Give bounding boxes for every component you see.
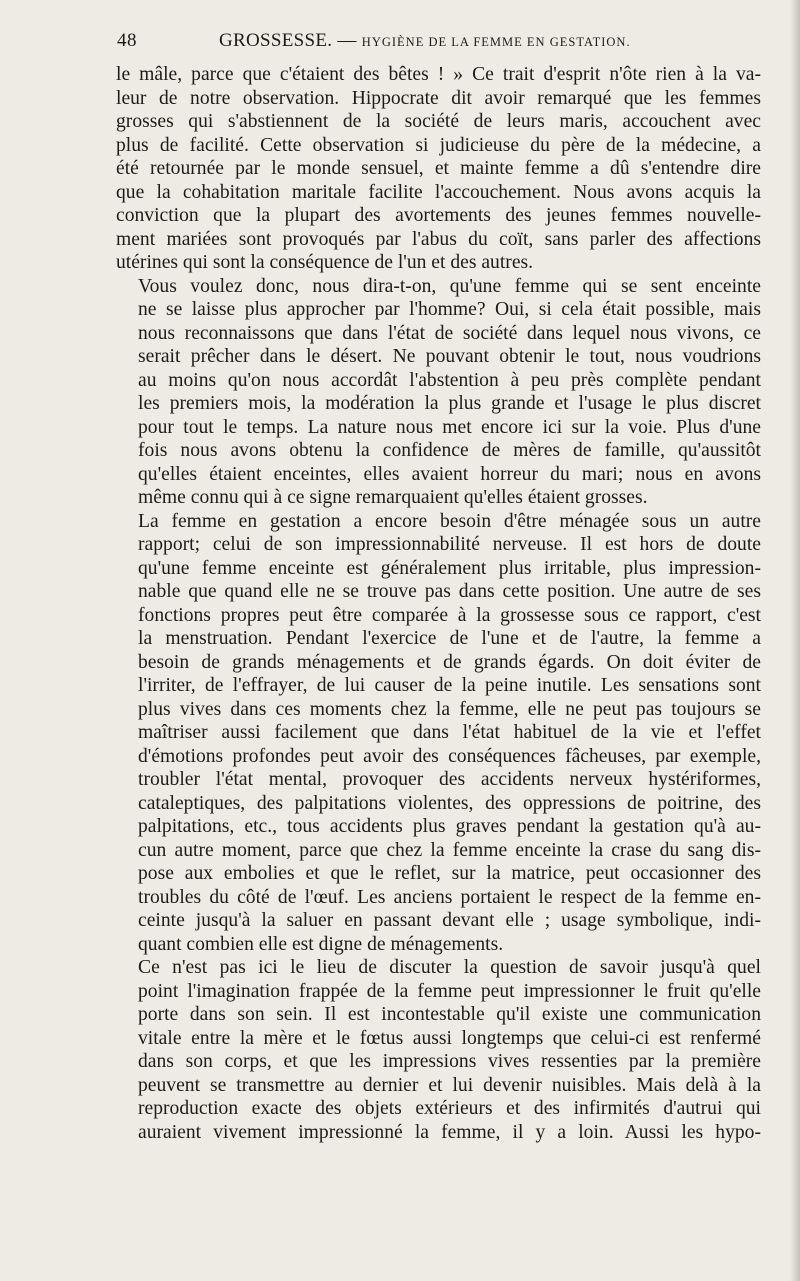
text-line: qu'elles étaient enceintes, elles avaient horreur du mari; nous en avons xyxy=(138,463,761,485)
text-line: Ce n'est pas ici le lieu de discuter la question de savoir jusqu'à quel xyxy=(138,957,761,978)
running-head-subtitle: HYGIÈNE DE LA FEMME EN GESTATION. xyxy=(361,35,631,49)
text-line: troubles du côté de l'œuf. Les anciens portaient le respect de la femme en- xyxy=(138,886,761,908)
text-line: pour tout le temps. La nature nous met encore ici sur la voie. Plus d'une xyxy=(138,416,761,438)
text-line: qu'une femme enceinte est généralement plus irritable, plus impression- xyxy=(138,557,761,579)
text-line: plus de facilité. Cette observation si judicieuse du père de la médecine, a xyxy=(116,134,761,156)
page-header xyxy=(117,30,760,60)
text-line: pose aux embolies et que le reflet, sur la matrice, peut occasionner des xyxy=(138,863,761,884)
text-line: la menstruation. Pendant l'exercice de l'une et de l'autre, la femme a xyxy=(138,628,761,649)
text-line: leur de notre observation. Hippocrate dit avoir remarqué que les femmes xyxy=(116,87,761,109)
text-line: besoin de grands ménagements et de grands égards. On doit éviter de xyxy=(138,651,761,673)
text-line: ment mariées sont provoqués par l'abus du coït, sans parler des affections xyxy=(116,228,761,250)
page-number: 48 xyxy=(117,30,137,51)
text-line: plus vives dans ces moments chez la femme, elle ne peut pas toujours se xyxy=(138,698,761,720)
text-line: ne se laisse plus approcher par l'homme? Oui, si cela était possible, mais xyxy=(138,299,761,320)
paragraph-1 xyxy=(116,63,761,275)
text-line: serait prêcher dans le désert. Ne pouvant obtenir le tout, nous voudrions xyxy=(138,346,761,367)
text-line: rapport; celui de son impressionnabilité nerveuse. Il est hors de doute xyxy=(138,534,761,555)
text-line: utérines qui sont la conséquence de l'un et des autres. xyxy=(116,252,534,273)
text-line: La femme en gestation a encore besoin d'être ménagée sous un autre xyxy=(138,510,761,532)
running-head xyxy=(219,30,631,52)
text-line: fonctions propres peut être comparée à la grossesse sous ce rapport, c'est xyxy=(138,604,761,626)
text-line: point l'imagination frappée de la femme peut impressionner le fruit qu'elle xyxy=(138,980,761,1002)
text-line: palpitations, etc., tous accidents plus graves pendant la gestation qu'à au- xyxy=(138,816,761,837)
text-line: que la cohabitation maritale facilite l'accouchement. Nous avons acquis la xyxy=(116,181,761,203)
text-line: fois nous avons obtenu la confidence de mères de famille, qu'aussitôt xyxy=(138,440,761,461)
text-line: quant combien elle est digne de ménagements. xyxy=(138,933,504,955)
text-line: été retournée par le monde sensuel, et mainte femme a dû s'entendre dire xyxy=(116,158,761,179)
text-line: nous reconnaissons que dans l'état de société dans lequel nous vivons, ce xyxy=(138,322,761,344)
text-line: les premiers mois, la modération la plus grande et l'usage le plus discret xyxy=(138,393,761,414)
text-line: cataleptiques, des palpitations violentes, des oppressions de poitrine, des xyxy=(138,792,761,814)
text-line: ceinte jusqu'à la saluer en passant devant elle ; usage symbolique, indi- xyxy=(138,910,761,931)
paragraph-2 xyxy=(116,275,761,510)
text-line: d'émotions profondes peut avoir des conséquences fâcheuses, par exemple, xyxy=(138,745,761,767)
body-text xyxy=(116,63,761,1144)
text-line: maîtriser aussi facilement que dans l'état habituel de la vie et l'effet xyxy=(138,722,761,743)
text-line: l'irriter, de l'effrayer, de lui causer de la peine inutile. Les sensations sont xyxy=(138,675,761,696)
paragraph-3 xyxy=(116,510,761,957)
paragraph-4 xyxy=(116,956,761,1144)
text-line: reproduction exacte des objets extérieurs et des infirmités d'autrui qui xyxy=(138,1098,761,1119)
text-line: même connu qui à ce signe remarquaient qu'elles étaient grosses. xyxy=(138,487,648,508)
text-line: porte dans son sein. Il est incontestable qu'il existe une communication xyxy=(138,1004,761,1025)
text-line: peuvent se transmettre au dernier et lui devenir nuisibles. Mais delà à la xyxy=(138,1074,761,1096)
text-line: au moins qu'on nous accordât l'abstention à peu près complète pendant xyxy=(138,369,761,391)
text-line: cun autre moment, parce que chez la femme enceinte la crase du sang dis- xyxy=(138,839,761,861)
running-head-dash: — xyxy=(337,30,357,51)
text-line: nable que quand elle ne se trouve pas dans cette position. Une autre de ses xyxy=(138,581,761,602)
text-line: grosses qui s'abstiennent de la société de leurs maris, accouchent avec xyxy=(116,111,761,132)
text-line: vitale entre la mère et le fœtus aussi longtemps que celui-ci est renfermé xyxy=(138,1027,761,1049)
page-edge-shadow xyxy=(790,0,800,1281)
text-line: le mâle, parce que c'étaient des bêtes ! » Ce trait d'esprit n'ôte rien à la va- xyxy=(116,64,761,85)
text-line: troubler l'état mental, provoquer des accidents nerveux hystériformes, xyxy=(138,769,761,790)
text-line: auraient vivement impressionné la femme, il y a loin. Aussi les hypo- xyxy=(138,1121,761,1143)
running-head-title: GROSSESSE. xyxy=(219,30,333,51)
text-line: conviction que la plupart des avortements des jeunes femmes nouvelle- xyxy=(116,205,761,226)
text-line: dans son corps, et que les impressions vives ressenties par la première xyxy=(138,1051,761,1072)
text-line: Vous voulez donc, nous dira-t-on, qu'une femme qui se sent enceinte xyxy=(138,275,761,297)
